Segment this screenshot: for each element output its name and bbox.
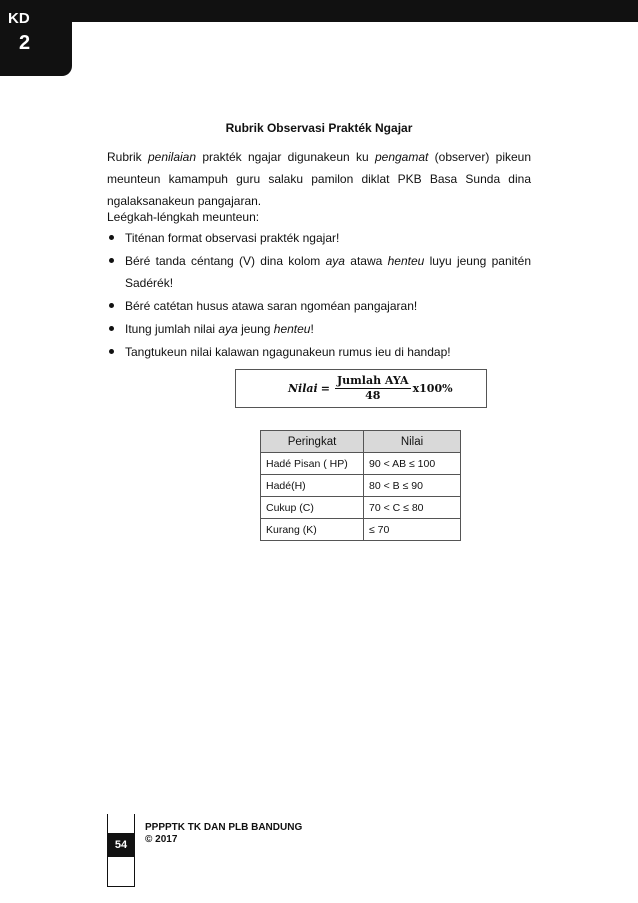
list-emphasis: henteu [387, 254, 425, 268]
list-text: Itung jumlah nilai [125, 322, 219, 336]
column-header: Nilai [364, 431, 461, 453]
intro-emphasis: pengamat [374, 150, 429, 164]
bullet-icon [109, 258, 114, 263]
table-cell: Cukup (C) [261, 497, 364, 519]
kd-number: 2 [19, 32, 31, 54]
formula-lhs: Nilai [288, 382, 318, 395]
bullet-icon [109, 326, 114, 331]
bullet-icon [109, 235, 114, 240]
table-row [261, 519, 461, 541]
list-text: Béré tanda céntang (V) dina kolom [125, 254, 326, 268]
steps-heading: Leégkah-léngkah meunteun: [107, 210, 260, 224]
table-cell: ≤ 70 [364, 519, 461, 541]
table-row [261, 497, 461, 519]
formula-box [235, 369, 487, 408]
formula [288, 373, 453, 404]
intro-line-3: ngalaksanakeun pangajaran. [107, 194, 262, 208]
steps-list [107, 227, 531, 364]
table-cell: Kurang (K) [261, 519, 364, 541]
formula-denominator: 48 [365, 389, 381, 402]
formula-equals: = [320, 382, 330, 395]
formula-multiplier: x100% [412, 382, 453, 395]
page-number: 54 [107, 833, 135, 857]
bullet-icon [109, 303, 114, 308]
footer-text [145, 822, 302, 846]
intro-text: prakték ngajar digunakeun ku [196, 150, 375, 164]
table-cell: Hadé(H) [261, 475, 364, 497]
table-cell: 80 < B ≤ 90 [364, 475, 461, 497]
list-item-text: Sadérék! [125, 276, 174, 290]
list-item-text [125, 250, 531, 272]
intro-line-2: meunteun kamampuh guru salaku pamilon diklat PKB Basa Sunda dina [107, 172, 531, 186]
list-item-text: Titénan format observasi prakték ngajar! [125, 231, 340, 245]
kd-label: KD [8, 10, 30, 27]
intro-emphasis: penilaian [147, 150, 197, 164]
list-item [107, 250, 531, 294]
table-cell: 70 < C ≤ 80 [364, 497, 461, 519]
intro-text: Rubrik [107, 150, 148, 164]
intro-line-1 [107, 146, 531, 168]
list-item [107, 318, 531, 340]
list-emphasis: aya [218, 322, 238, 336]
header-bar [0, 0, 638, 22]
list-item-text: Tangtukeun nilai kalawan ngagunakeun rumus ieu di handap! [125, 345, 451, 359]
list-emphasis: henteu [273, 322, 311, 336]
table-cell: Hadé Pisan ( HP) [261, 453, 364, 475]
intro-text: (observer) pikeun [428, 150, 532, 164]
table-header-row [261, 431, 461, 453]
formula-fraction [335, 374, 411, 403]
list-text: jeung [237, 322, 274, 336]
bullet-icon [109, 349, 114, 354]
column-header: Peringkat [261, 431, 364, 453]
footer-publisher: PPPPTK TK DAN PLB BANDUNG [145, 822, 303, 833]
table-row [261, 475, 461, 497]
footer-copyright: © 2017 [145, 834, 178, 845]
list-text: ! [310, 322, 314, 336]
intro-paragraph [107, 146, 531, 212]
table-row [261, 453, 461, 475]
list-emphasis: aya [325, 254, 345, 268]
list-text: luyu jeung panitén [424, 254, 531, 268]
list-item [107, 227, 531, 249]
formula-numerator: Jumlah AYA [336, 374, 409, 387]
list-text: atawa [344, 254, 388, 268]
list-item-text: Béré catétan husus atawa saran ngoméan pangajaran! [125, 299, 418, 313]
grade-table [260, 430, 461, 541]
table-cell: 90 < AB ≤ 100 [364, 453, 461, 475]
list-item [107, 341, 531, 363]
kd-tab [0, 0, 72, 76]
page-title: Rubrik Observasi Prakték Ngajar [225, 121, 413, 135]
list-item [107, 295, 531, 317]
